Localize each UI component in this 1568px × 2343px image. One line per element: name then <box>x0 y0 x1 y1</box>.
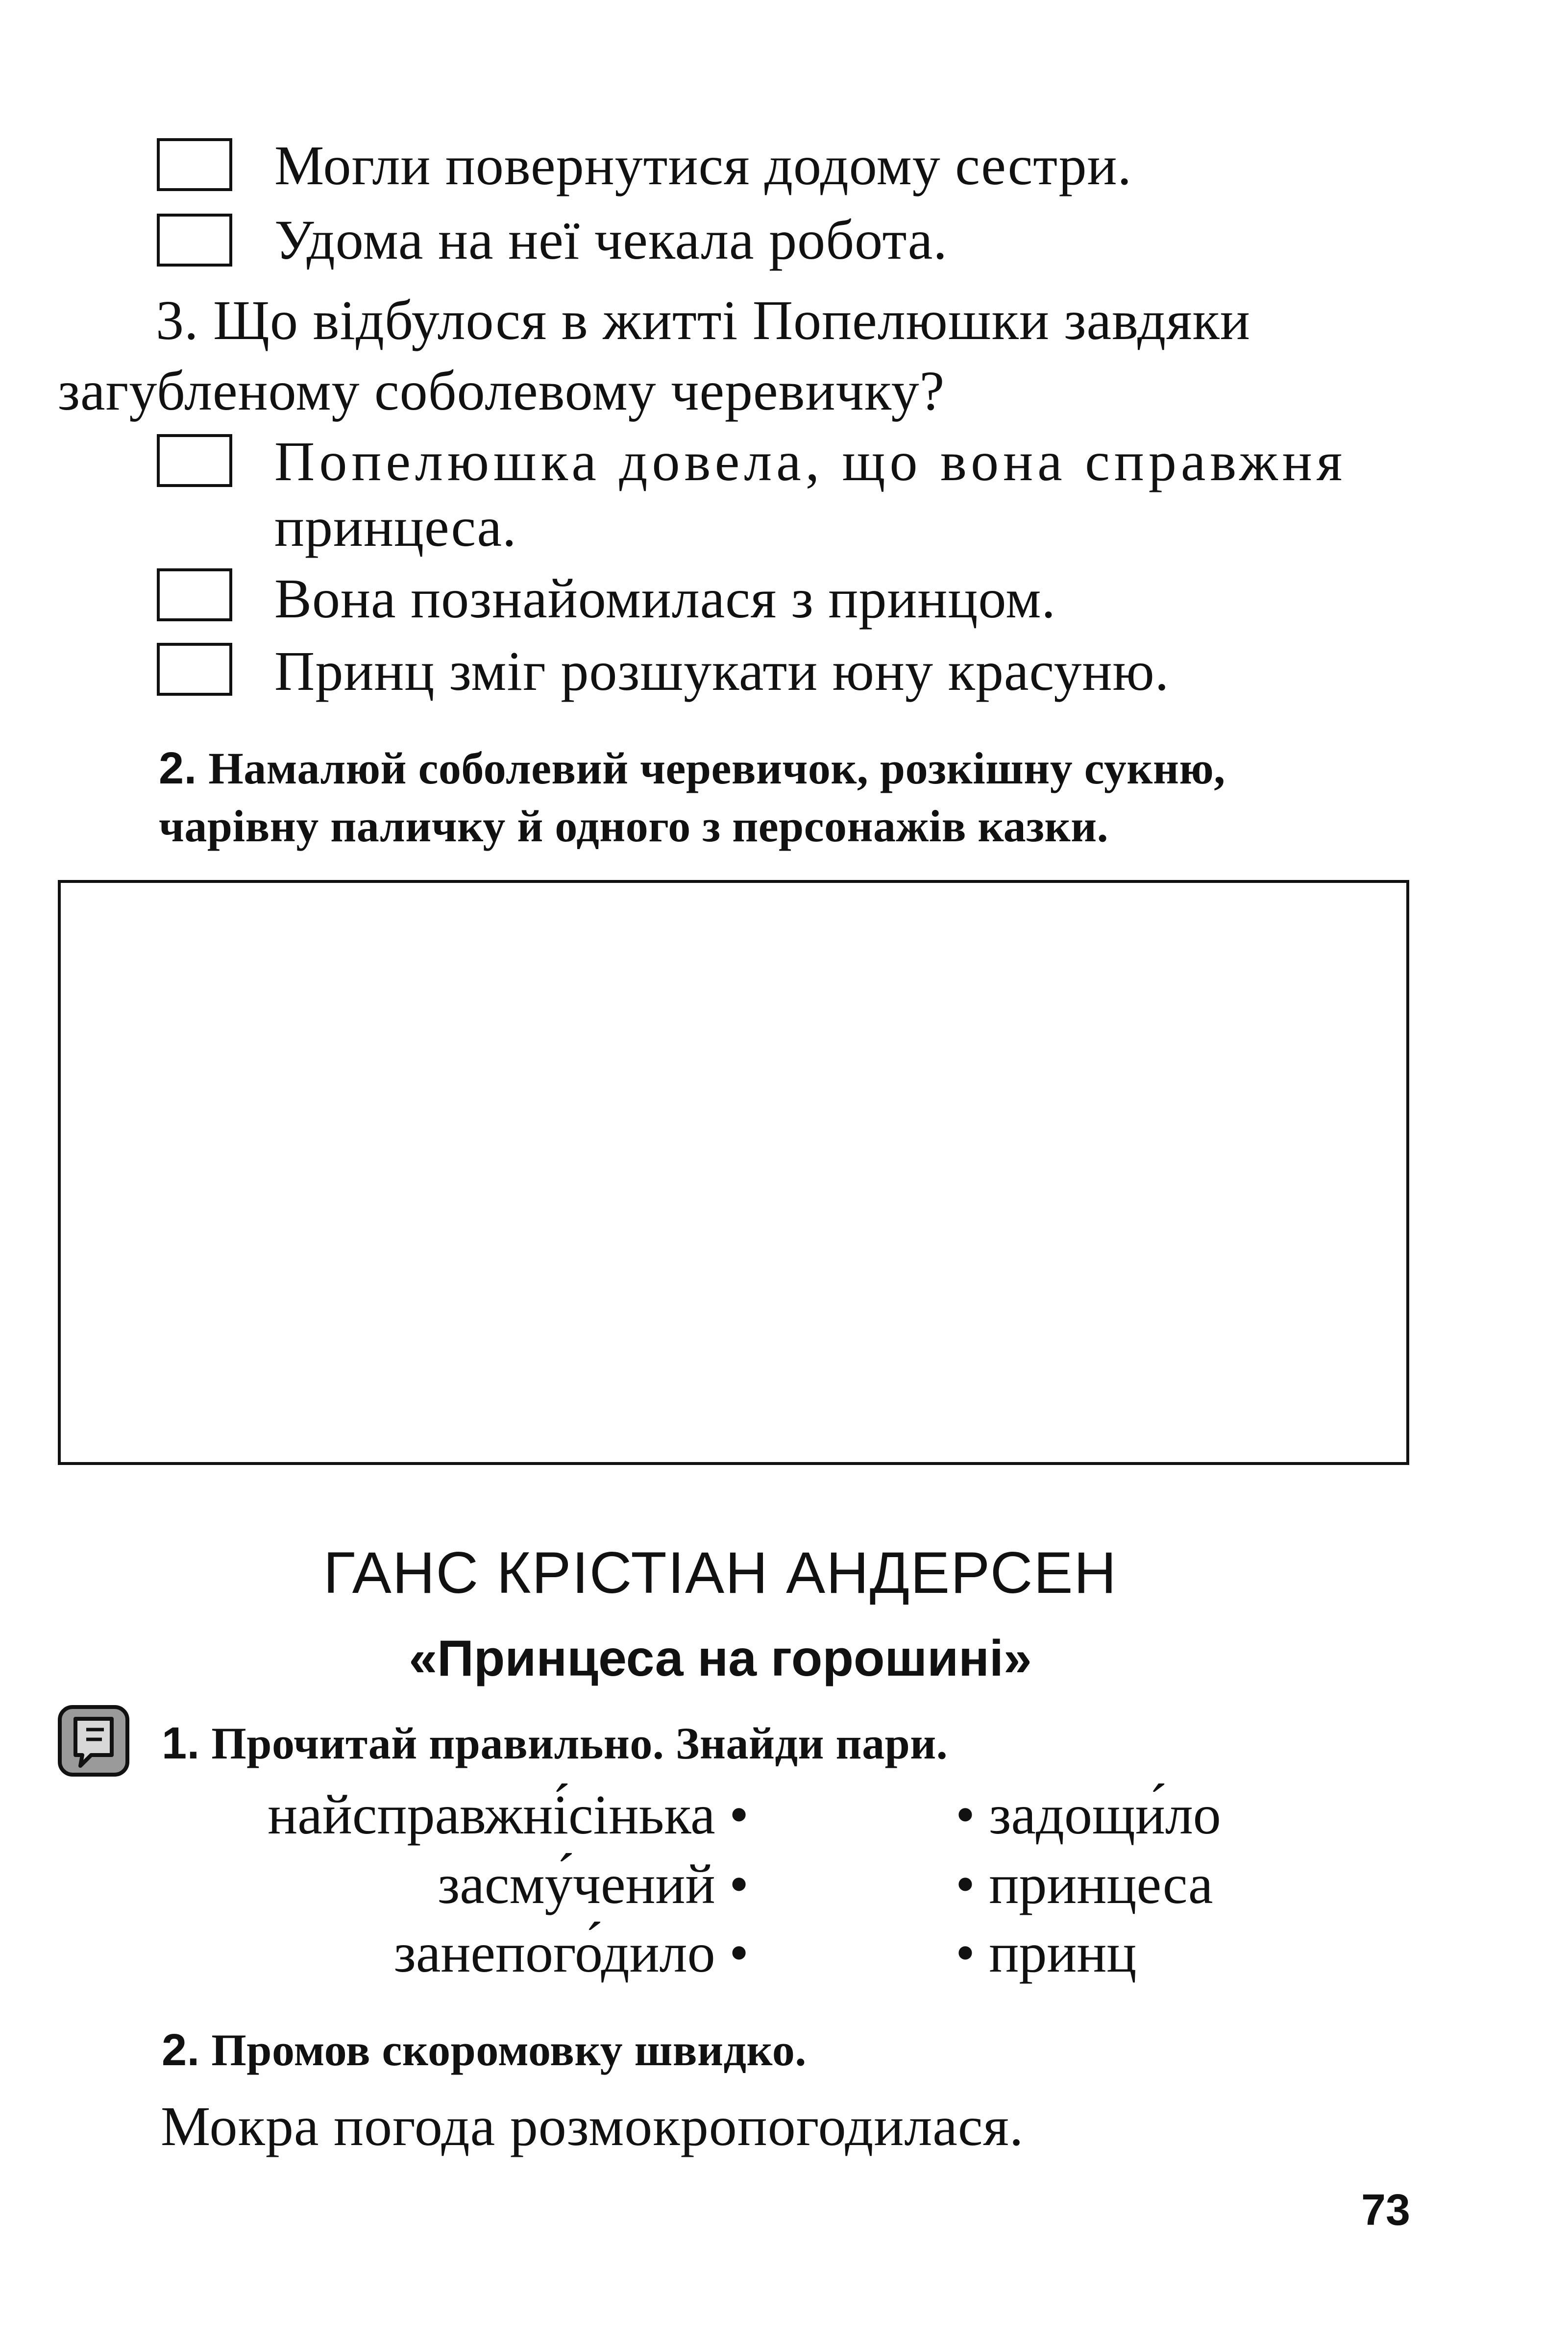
answer-option-1: Могли повернутися додому сестри. <box>274 134 1132 196</box>
tongue-twister-text: Мокра погода розмокропогодилася. <box>161 2095 1024 2157</box>
work-title: «Принцеса на горошині» <box>409 1630 1032 1687</box>
task-number: 2. <box>159 743 197 793</box>
task-2-draw-instruction-line-1 <box>159 740 1225 797</box>
answer-option-3-line-2: принцеса. <box>274 496 517 558</box>
answer-checkbox-5[interactable] <box>157 643 232 696</box>
answer-option-5: Принц зміг розшукати юну красуню. <box>274 640 1170 702</box>
task-text: Намалюй соболевий черевичок, розкішну сукню, <box>208 743 1225 793</box>
answer-option-3-line-1: Попелюшка довела, що вона справжня <box>274 430 1347 492</box>
page-number: 73 <box>1361 2186 1411 2235</box>
reading-book-icon <box>57 1704 130 1778</box>
question-3-line-2: загубленому соболевому черевичку? <box>58 360 945 422</box>
answer-checkbox-1[interactable] <box>157 138 232 191</box>
answer-option-4: Вона познайомилася з принцом. <box>274 567 1056 630</box>
pair-right-word-1[interactable]: • задощи́ло <box>956 1783 1221 1846</box>
task-2-tongue-twister-instruction <box>162 2022 807 2078</box>
pair-left-word-2[interactable]: засму́чений • <box>438 1853 749 1915</box>
answer-checkbox-3[interactable] <box>157 434 232 487</box>
drawing-area[interactable] <box>58 880 1409 1465</box>
pair-right-word-2[interactable]: • принцеса <box>956 1853 1213 1915</box>
question-3-line-1: 3. Що відбулося в житті Попелюшки завдяки <box>156 289 1250 351</box>
pair-left-word-1[interactable]: найсправжні́сінька • <box>268 1783 749 1846</box>
task-number: 1. <box>162 1718 200 1768</box>
task-number: 2. <box>162 2025 200 2075</box>
author-name: ГАНС КРІСТІАН АНДЕРСЕН <box>323 1540 1118 1606</box>
task-text: Промов скоромовку швидко. <box>211 2025 807 2075</box>
task-2-draw-instruction-line-2: чарівну паличку й одного з персонажів казки. <box>159 801 1109 851</box>
answer-checkbox-4[interactable] <box>157 568 232 621</box>
task-1-pairs-instruction <box>162 1715 948 1772</box>
pair-left-word-3[interactable]: занепого́дило • <box>393 1922 749 1984</box>
pair-right-word-3[interactable]: • принц <box>956 1922 1137 1984</box>
answer-checkbox-2[interactable] <box>157 214 232 267</box>
task-text: Прочитай правильно. Знайди пари. <box>211 1718 948 1768</box>
answer-option-2: Удома на неї чекала робота. <box>274 209 948 271</box>
